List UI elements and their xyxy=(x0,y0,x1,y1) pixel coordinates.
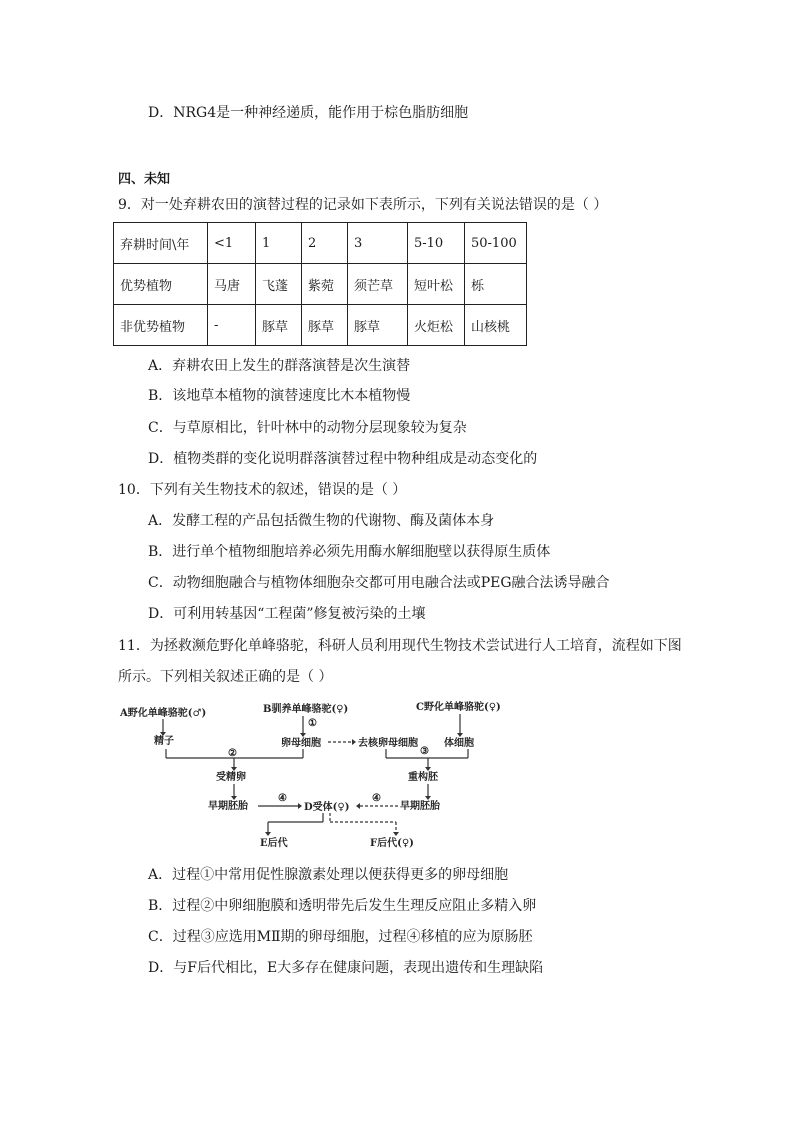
breeding-flow-diagram xyxy=(118,696,518,856)
q11-stem-line1: 11．为拯救濒危野化单峰骆驼，科研人员利用现代生物技术尝试进行人工培育，流程如下图 xyxy=(118,638,682,654)
q11-stem-line2: 所示。下列相关叙述正确的是（ ） xyxy=(118,669,333,685)
node-sperm: 精子 xyxy=(154,736,174,747)
section-title: 四、未知 xyxy=(118,172,171,187)
q9-option-b: B．该地草本植物的演替速度比木本植物慢 xyxy=(148,388,411,404)
q10-stem: 10．下列有关生物技术的叙述，错误的是（ ） xyxy=(118,482,407,498)
table-cell: 豚草 xyxy=(348,305,408,346)
table-cell: - xyxy=(208,305,256,346)
step-2-marker: ② xyxy=(228,748,237,759)
q10-option-c: C．动物细胞融合与植物体细胞杂交都可用电融合法或PEG融合法诱导融合 xyxy=(148,575,610,591)
table-cell: 3 xyxy=(348,223,408,264)
table-cell: <1 xyxy=(208,223,256,264)
q11-option-b: B．过程②中卵细胞膜和透明带先后发生生理反应阻止多精入卵 xyxy=(148,898,537,914)
table-cell: 豚草 xyxy=(302,305,348,346)
node-c-label: C野化单峰骆驼(♀) xyxy=(416,702,501,713)
q8-option-d: D．NRG4是一种神经递质，能作用于棕色脂肪细胞 xyxy=(148,105,469,121)
table-row xyxy=(114,305,527,346)
succession-table xyxy=(113,222,527,346)
table-cell: 短叶松 xyxy=(408,264,465,305)
table-cell: 非优势植物 xyxy=(114,305,208,346)
table-cell: 山核桃 xyxy=(465,305,527,346)
node-e-offspring: E后代 xyxy=(260,838,288,849)
step-3-marker: ③ xyxy=(420,746,429,757)
node-reconstructed-embryo: 重构胚 xyxy=(408,772,438,783)
table-row xyxy=(114,223,527,264)
node-enucleated-oocyte: 去核卵母细胞 xyxy=(358,738,418,749)
node-early-embryo-left: 早期胚胎 xyxy=(208,801,248,812)
node-f-offspring: F后代(♀) xyxy=(370,838,414,849)
q11-option-a: A．过程①中常用促性腺激素处理以便获得更多的卵母细胞 xyxy=(148,867,509,883)
table-cell: 紫菀 xyxy=(302,264,348,305)
q10-option-b: B．进行单个植物细胞培养必须先用酶水解细胞壁以获得原生质体 xyxy=(148,544,551,560)
table-cell: 栎 xyxy=(465,264,527,305)
q10-option-a: A．发酵工程的产品包括微生物的代谢物、酶及菌体本身 xyxy=(148,513,495,529)
table-cell: 50-100 xyxy=(465,223,527,264)
table-row xyxy=(114,264,527,305)
table-cell: 须芒草 xyxy=(348,264,408,305)
step-4-marker-right: ④ xyxy=(372,793,381,804)
q9-option-c: C．与草原相比，针叶林中的动物分层现象较为复杂 xyxy=(148,420,467,436)
q10-option-d: D．可利用转基因“工程菌”修复被污染的土壤 xyxy=(148,606,426,622)
table-cell: 2 xyxy=(302,223,348,264)
q11-option-c: C．过程③应选用MⅡ期的卵母细胞，过程④移植的应为原肠胚 xyxy=(148,929,533,945)
node-somatic-cell: 体细胞 xyxy=(444,738,474,749)
node-zygote: 受精卵 xyxy=(216,772,246,783)
q9-option-d: D．植物类群的变化说明群落演替过程中物种组成是动态变化的 xyxy=(148,451,538,467)
node-a-label: A野化单峰骆驼(♂) xyxy=(120,708,207,719)
node-recipient: D受体(♀) xyxy=(304,802,350,813)
table-cell: 火炬松 xyxy=(408,305,465,346)
step-4-marker-left: ④ xyxy=(278,793,287,804)
q11-option-d: D．与F后代相比，E大多存在健康问题，表现出遗传和生理缺陷 xyxy=(148,960,544,976)
q9-option-a: A．弃耕农田上发生的群落演替是次生演替 xyxy=(148,358,411,374)
table-cell: 飞蓬 xyxy=(256,264,302,305)
table-cell: 5-10 xyxy=(408,223,465,264)
node-b-label: B驯养单峰骆驼(♀) xyxy=(263,704,349,715)
table-cell: 1 xyxy=(256,223,302,264)
table-cell: 豚草 xyxy=(256,305,302,346)
step-1-marker: ① xyxy=(308,718,317,729)
node-oocyte: 卵母细胞 xyxy=(281,738,321,749)
node-early-embryo-right: 早期胚胎 xyxy=(400,801,440,812)
table-cell: 马唐 xyxy=(208,264,256,305)
table-cell: 弃耕时间\年 xyxy=(114,223,208,264)
q9-stem: 9．对一处弃耕农田的演替过程的记录如下表所示，下列有关说法错误的是（ ） xyxy=(118,197,608,213)
table-cell: 优势植物 xyxy=(114,264,208,305)
